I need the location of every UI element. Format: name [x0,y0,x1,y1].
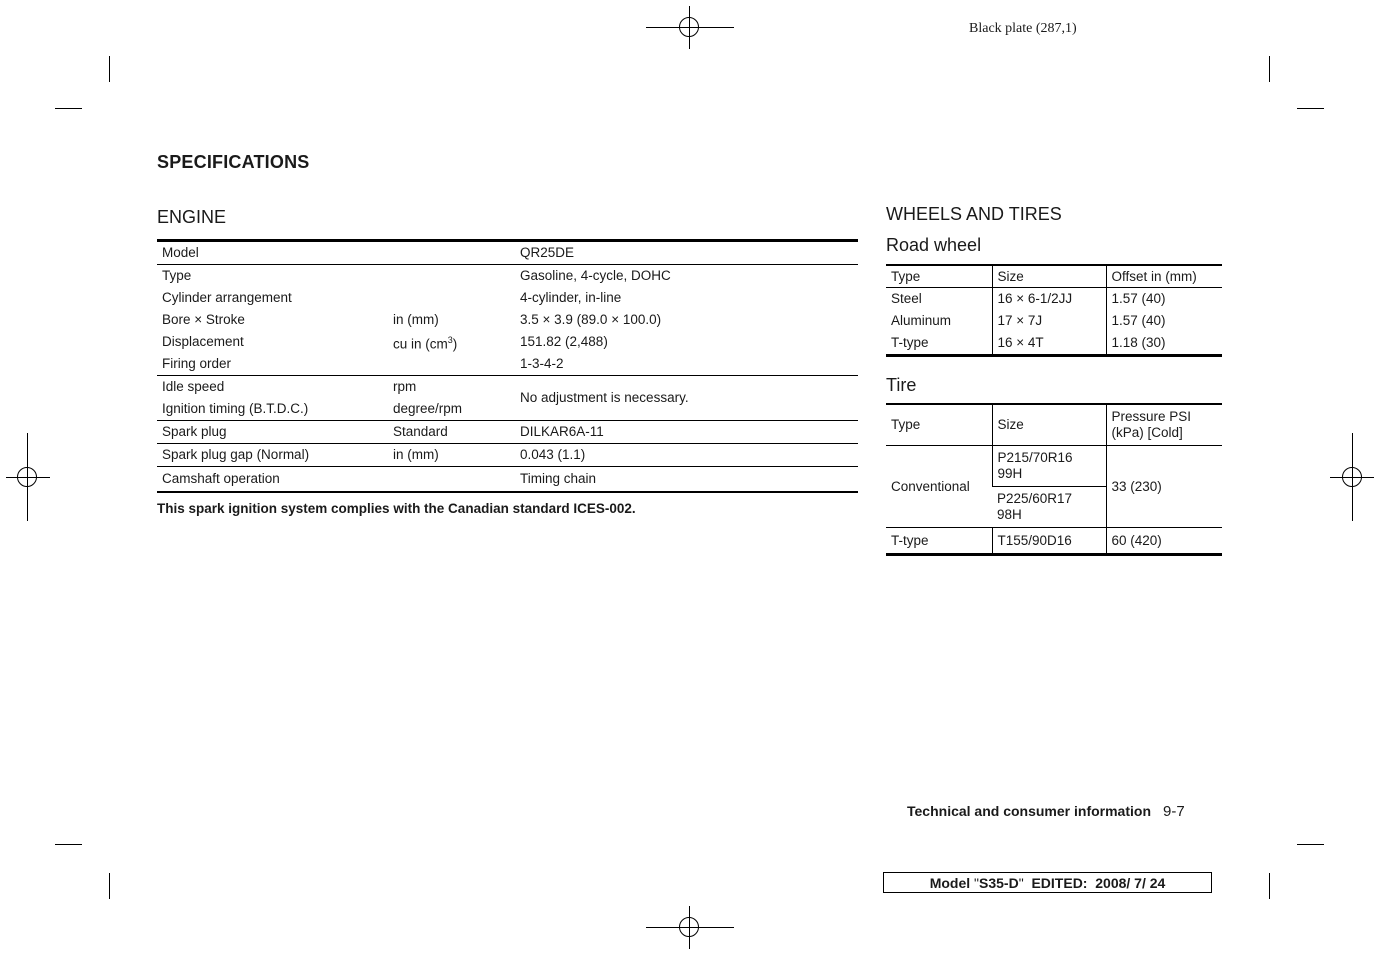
spec-unit: cu in $(cm^3)$ [393,334,458,352]
spec-label: Ignition timing (B.T.D.C.) [162,401,309,416]
spec-label: Displacement [162,334,244,349]
table-cell: 1.18 (30) [1106,332,1222,356]
table-row [157,241,858,265]
table-row [886,332,1222,356]
crop-mark [1269,56,1270,82]
spec-value: 4-cylinder, in-line [520,290,622,305]
spec-label: Spark plug [157,421,388,444]
spec-label: Firing order [162,356,232,371]
engine-spec-table [157,239,858,493]
page-title: SPECIFICATIONS [157,152,310,172]
table-cell: T-type [891,335,929,350]
crop-mark [1269,873,1270,899]
table-row [157,287,858,309]
crop-mark [55,844,82,845]
table-cell: 16 × 6-1/2JJ [992,288,1106,311]
table-row [157,309,858,331]
spec-value: 151.82 (2,488) [520,334,608,349]
plate-label: Black plate (287,1) [969,21,1077,36]
table-cell: 16 × 4T [992,332,1106,356]
spec-label: Camshaft operation [157,467,388,493]
table-row [157,331,858,353]
spec-label: Bore × Stroke [162,312,245,327]
registration-circle [679,917,699,937]
spec-value: Timing chain [515,467,858,493]
table-cell: 17 × 7J [992,310,1106,332]
tire-table [886,403,1222,556]
registration-circle [17,467,37,487]
spec-unit [388,287,515,309]
spec-label: Model [162,245,199,260]
spec-value: Gasoline, 4-cycle, DOHC [515,265,858,288]
spec-unit [388,353,515,376]
table-row [157,467,858,493]
compliance-note: This spark ignition system complies with the Canadian standard ICES-002. [157,501,636,516]
edited-label: EDITED: [1031,874,1088,891]
column-header: Offset in (mm) [1106,265,1222,288]
registration-circle [679,17,699,37]
table-row [886,288,1222,311]
column-header: Pressure PSI (kPa) [Cold] [1106,404,1222,446]
spec-label: Spark plug gap (Normal) [157,444,388,467]
edited-date: 2008/ 7/ 24 [1095,874,1166,891]
spec-label: Type [157,265,388,288]
table-cell: 1.57 (40) [1106,288,1222,311]
spec-label: Cylinder arrangement [162,290,292,305]
table-cell: 33 (230) [1106,446,1222,528]
spec-unit [388,467,515,493]
spec-value: QR25DE [520,245,575,260]
table-cell: Aluminum [891,313,952,328]
crop-mark [1297,844,1324,845]
table-cell: 60 (420) [1106,528,1222,555]
crop-mark [109,56,110,82]
table-row [886,310,1222,332]
page-number: 9-7 [1163,803,1185,820]
spec-unit [388,265,515,288]
table-row [157,353,858,376]
crop-mark [1297,108,1324,109]
crop-mark [55,108,82,109]
spec-unit: in (mm) [388,444,515,467]
table-cell: Conventional [891,478,970,494]
model-edited-box: Model " S35-D " EDITED: 2008/ 7/ 24 [883,872,1212,893]
table-cell: T-type [886,528,992,555]
spec-value: No adjustment is necessary. [515,376,858,421]
table-cell: 1.57 (40) [1106,310,1222,332]
spec-unit: Standard [388,421,515,444]
road-wheel-heading: Road wheel [886,235,982,255]
spec-value: 1-3-4-2 [520,356,564,371]
column-header: Size [992,265,1106,288]
spec-label: Idle speed [157,376,388,399]
spec-unit [388,241,515,265]
table-header-row [886,404,1222,446]
table-row [157,376,858,399]
table-row [157,265,858,288]
table-row [886,446,1222,487]
table-cell: Steel [891,291,922,306]
model-label: Model [929,874,971,891]
page-footer [907,803,1185,820]
table-cell: P225/60R17 98H [997,491,1073,522]
spec-unit: in (mm) [393,312,439,327]
road-wheel-table [886,264,1222,357]
spec-value: DILKAR6A-11 [515,421,858,444]
column-header: Type [886,265,992,288]
tire-heading: Tire [886,375,917,395]
column-header: Size [992,404,1106,446]
table-cell: P215/70R16 99H [992,446,1106,487]
registration-circle [1342,467,1362,487]
spec-value: 3.5 × 3.9 (89.0 × 100.0) [520,312,662,327]
spec-value: 0.043 (1.1) [515,444,858,467]
table-row [157,444,858,467]
crop-mark [109,873,110,899]
spec-unit: degree/rpm [393,401,463,416]
section-name: Technical and consumer information [907,803,1152,819]
model-code: S35-D [979,874,1019,891]
table-cell: T155/90D16 [992,528,1106,555]
engine-heading: ENGINE [157,207,227,227]
table-row [157,421,858,444]
table-row [886,528,1222,555]
spec-unit: rpm [388,376,515,399]
column-header: Type [886,404,992,446]
wheels-heading: WHEELS AND TIRES [886,204,1062,224]
table-header-row [886,265,1222,288]
